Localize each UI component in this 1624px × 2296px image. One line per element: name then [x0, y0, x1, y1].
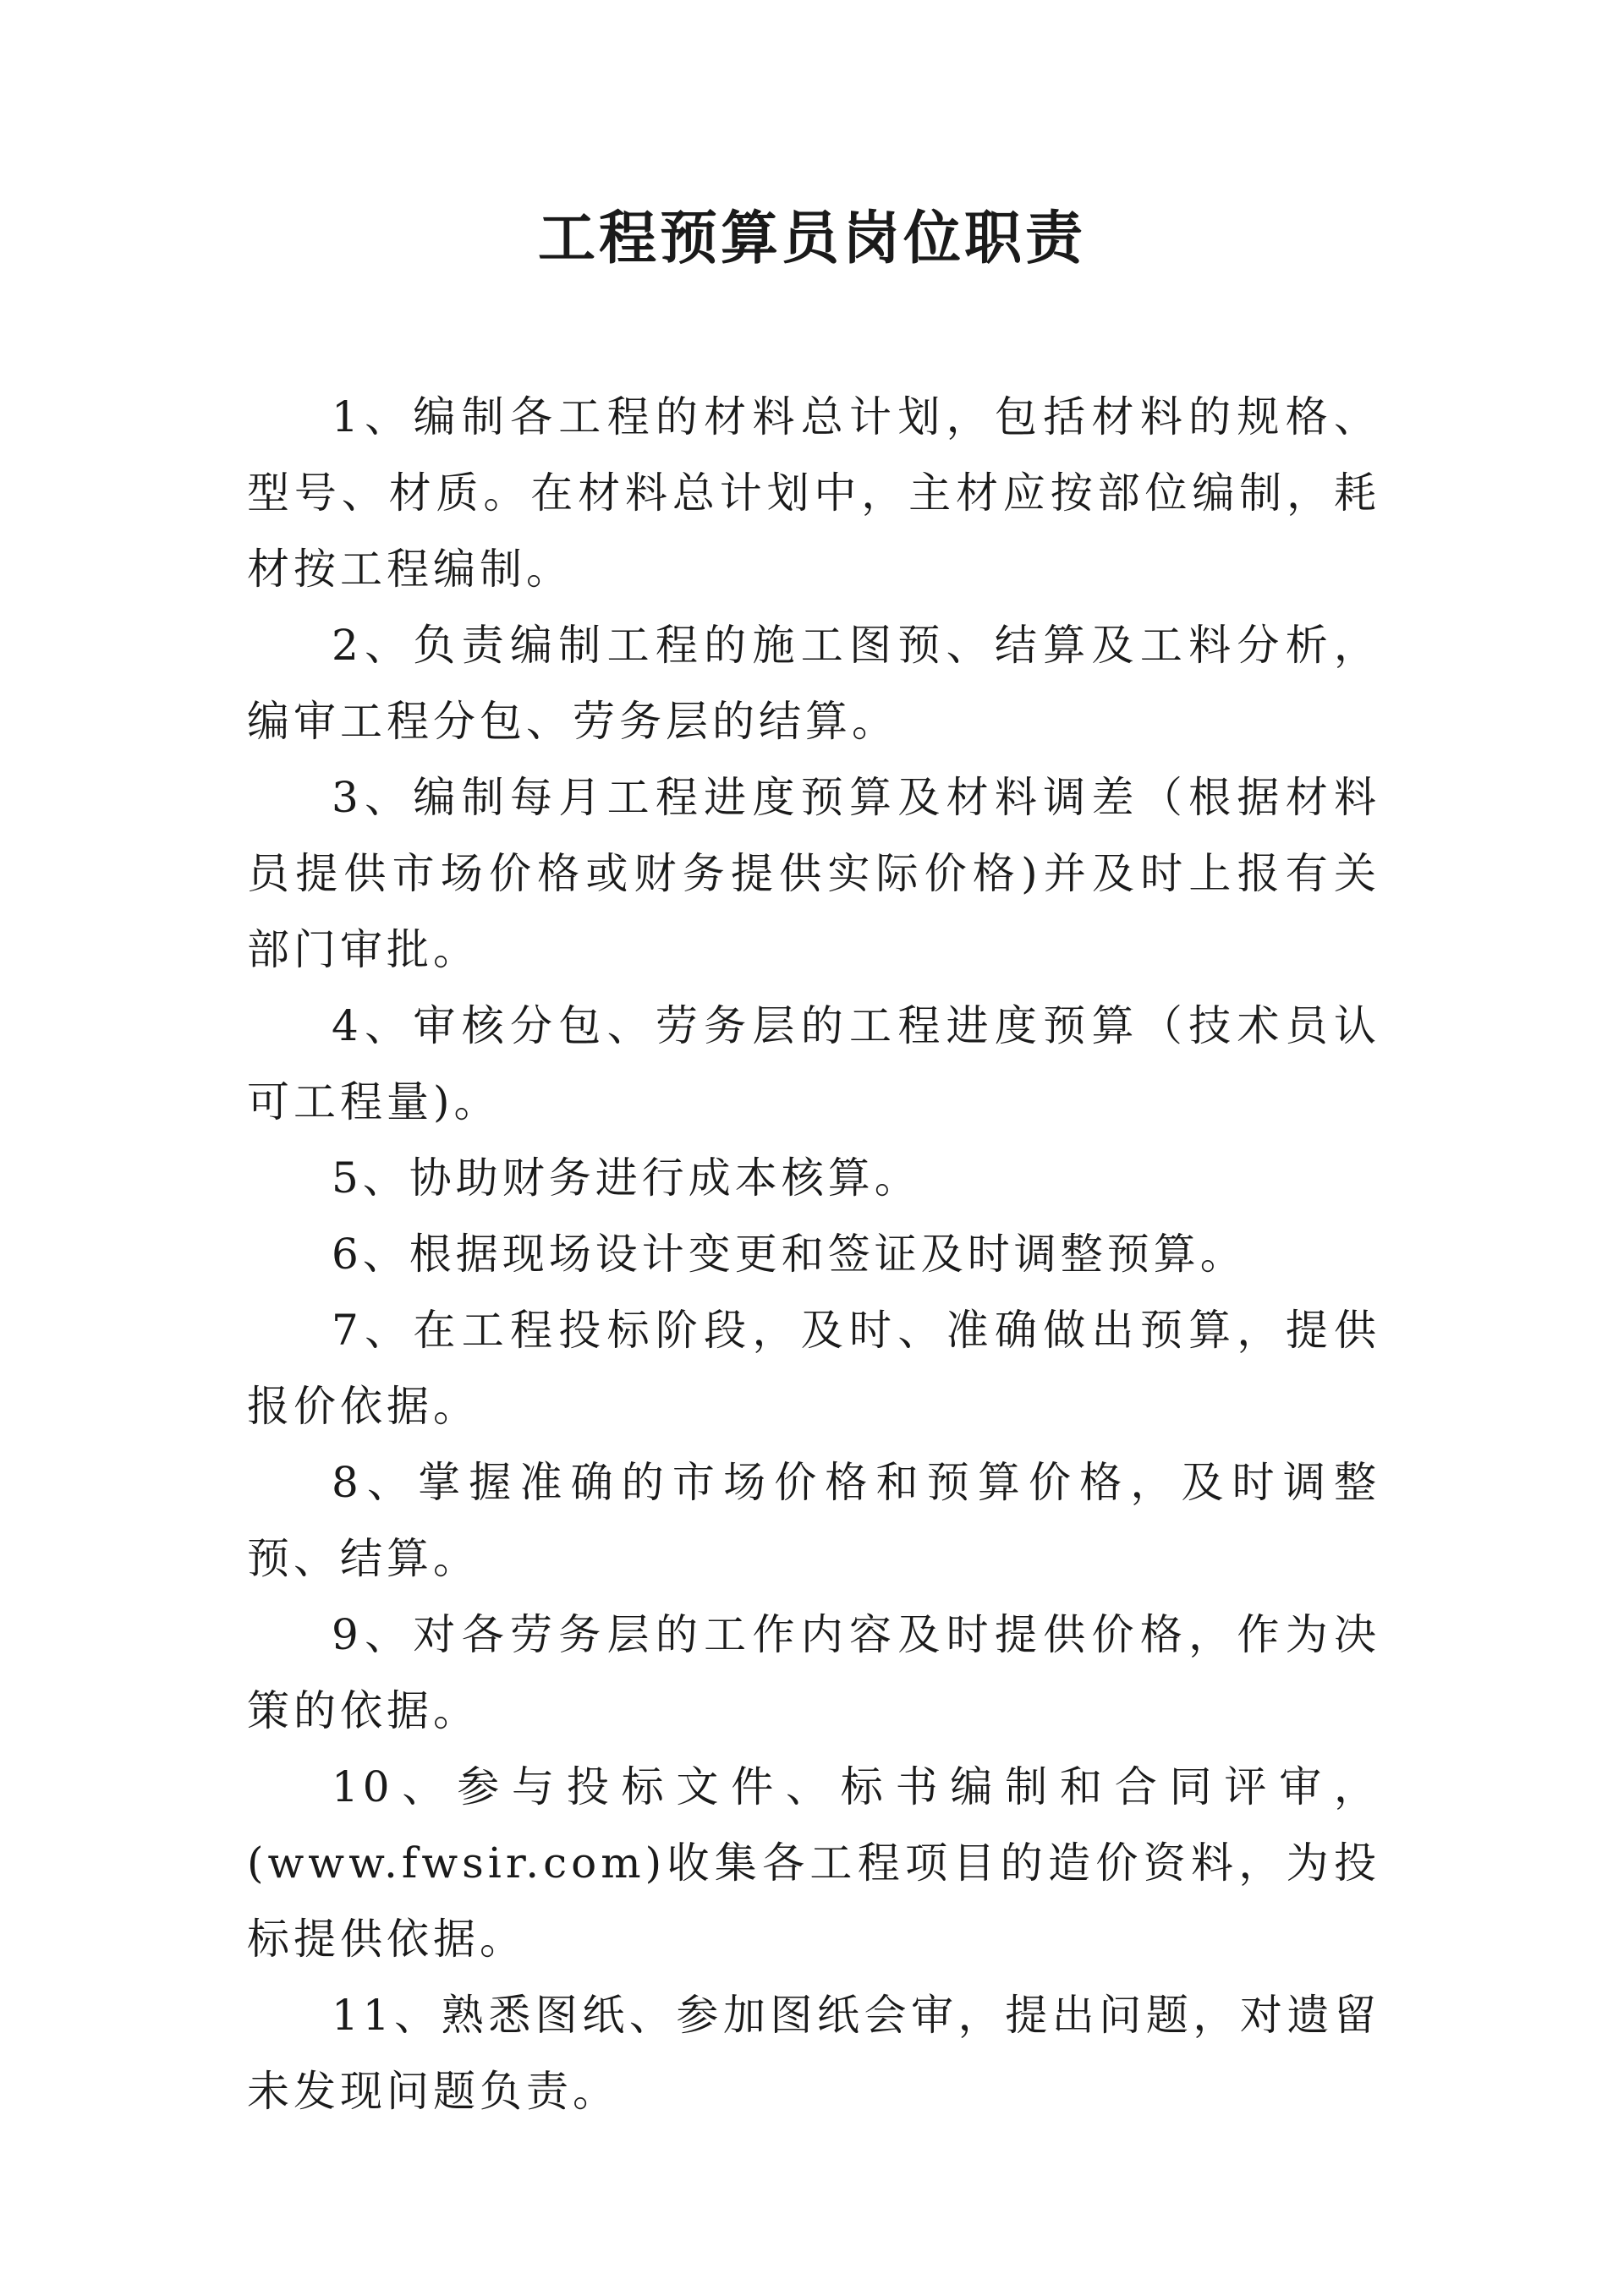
duty-item-2: 2、负责编制工程的施工图预、结算及工料分析，编审工程分包、劳务层的结算。: [247, 621, 1380, 746]
duty-item-6: 6、根据现场设计变更和签证及时调整预算。: [332, 1230, 1247, 1279]
duty-item-7: 7、在工程投标阶段，及时、准确做出预算，提供报价依据。: [247, 1306, 1380, 1431]
duty-item-10: 10、参与投标文件、标书编制和合同评审，(www.fwsir.com)收集各工程项目的造价资料，为投标提供依据。: [247, 1762, 1380, 1964]
duty-item-4: 4、审核分包、劳务层的工程进度预算（技术员认可工程量)。: [247, 1001, 1380, 1126]
duty-item-1: 1、编制各工程的材料总计划，包括材料的规格、型号、材质。在材料总计划中，主材应按部位编制，耗材按工程编制。: [247, 392, 1380, 594]
duty-item-3: 3、编制每月工程进度预算及材料调差（根据材料员提供市场价格或财务提供实际价格)并及时上报有关部门审批。: [247, 773, 1380, 974]
document-title: 工程预算员岗位职责: [537, 205, 1086, 272]
duty-item-5: 5、协助财务进行成本核算。: [332, 1153, 921, 1203]
duty-item-11: 11、熟悉图纸、参加图纸会审，提出问题，对遗留未发现问题负责。: [247, 1991, 1380, 2116]
duty-item-9: 9、对各劳务层的工作内容及时提供价格，作为决策的依据。: [247, 1610, 1380, 1735]
document-body: [247, 379, 1380, 2129]
duty-item-8: 8、掌握准确的市场价格和预算价格，及时调整预、结算。: [247, 1458, 1380, 1583]
